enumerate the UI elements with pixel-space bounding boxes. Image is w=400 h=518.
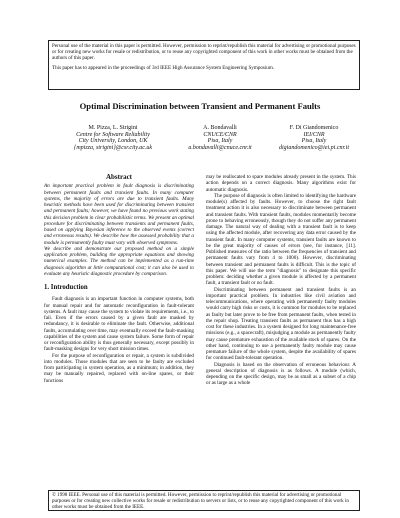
body-paragraph: may be reallocated to spare modules already present in the system. This action depends on a correct diagnosis. Many algorithms exist for automatic diagnosis. bbox=[206, 174, 356, 193]
author-email: digiandomenico@iei.pi.cnr.it bbox=[278, 144, 349, 151]
abstract-paragraph: We describe and demonstrate our proposed method on a simple application problem, building the appropriate equations and showing numerical examples. The method can be implemented as a run-time diagnosis algorithm at little computational cost; it can also be used to evaluate any heuristic diagnostic procedure by comparison. bbox=[44, 245, 194, 277]
ieee-copyright-footer bbox=[48, 490, 360, 511]
footer-text: © 1998 IEEE. Personal use of this material is permitted. However, permission to reprint/republish this material for advertising or promotional purposes or for creating new collective works for resale or redistribution to servers or lists, or to reuse any copyrighted component of this work in other works must be obtained from the IEEE. bbox=[52, 492, 349, 511]
paper-title: Optimal Discrimination between Transient and Permanent Faults bbox=[79, 101, 321, 111]
body-paragraph: Fault diagnosis is an important function in computer systems, both for manual repair and for automatic reconfiguration in fault-tolerant systems. A fault may cause the system to violate its requirements, i.e., to fail. Even if the errors caused by a given fault are masked by redundancy, it is desirable to eliminate the fault. Otherwise, additional faults, accumulating over time, may eventually exceed the fault-masking capabilities of the system and cause system failure. Some form of repair or reconfiguration ability is thus generally necessary, except possibly in fault-masking designs for very short mission times. bbox=[44, 296, 194, 353]
body-paragraph: Discriminating between permanent and transient faults is an important practical problem. In industries like civil aviation and telecommunications, where operating with permanently faulty modules would carry high risks or costs, it is common for modules to be replaced as faulty but later prove to be free from permanent faults, when tested in the repair shop. Treating transient faults as permanent thus has a high cost for these industries. In a system designed for long maintenance-free missions (e.g., a spacecraft), misjudging a module as permanently faulty may cause premature exhaustion of the available stock of spares. On the other hand, continuing to use a permanently faulty module may cause premature failure of the whole system, despite the availability of spares for continued fault-tolerant operation. bbox=[206, 286, 356, 362]
author-affiliation: IEI/CNR bbox=[303, 131, 325, 138]
proceedings-note: This paper has to appeared in the proceedings of 3rd IEEE High Assurance System Engineering Symposium. bbox=[52, 64, 275, 71]
author-block bbox=[0, 125, 400, 165]
author-name: M. Pizza, L. Strigini bbox=[88, 125, 138, 131]
body-paragraph: For the purpose of reconfiguration or repair, a system is subdivided into modules. Those modules that are seen to be faulty are excluded from participating in system operation, as a minimum; in addition, they may be manually repaired, replaced with on-line spares, or their functions bbox=[44, 352, 194, 384]
author-email: {mpizza, strigini}@csr.city.ac.uk bbox=[73, 144, 153, 151]
left-column bbox=[44, 174, 194, 384]
copyright-paragraph: Personal use of the material in this paper is permitted. However, permission to reprint/republish this material for advertising or promotional purposes or for creating new works for resale or redistribution, or to reuse any copyrighted component of this work in other works must be obtained from the authors of this paper. bbox=[52, 43, 356, 62]
author-location: Pisa, Italy bbox=[207, 138, 233, 145]
author-pizza-strigini bbox=[58, 125, 168, 151]
author-email: a.bondavalli@cnuce.cnr.it bbox=[188, 144, 252, 151]
copyright-notice-box bbox=[48, 40, 360, 90]
author-name: A. Bondavalli bbox=[203, 125, 237, 131]
author-name: F. Di Giandomenico bbox=[289, 125, 339, 131]
author-di-giandomenico bbox=[268, 125, 360, 151]
body-paragraph: Diagnosis is based on the observation of erroneous behaviour. A general description of diagnosis is as follows. A module (which, depending on the specific design, may be as small as a subset of a chip or as large as a whole bbox=[206, 361, 356, 387]
abstract-body bbox=[44, 183, 194, 277]
body-paragraph: The purpose of diagnosis is often limited to identifying the hardware module(s) affected by faults. However, to choose the right fault treatment action it is also necessary to discriminate between permanent and transient faults. With transient faults, modules momentarily become prone to behaving erroneously, though they do not suffer any permanent damage. The natural way of dealing with a transient fault is to keep using the affected module, after recovering any data error caused by the transient fault. In many computer systems, transient faults are known to be the great majority of causes of errors (see, for instance, [11]. Published measures of the ratio between the frequencies of transient and permanent faults vary from 4 to 1000). However, discriminating between transient and permanent faults is difficult. This is the topic of this paper. We will use the term "diagnosis" to designate this specific problem: deciding whether a given module is affected by a permanent fault, a transient fault or no fault. bbox=[206, 192, 356, 287]
author-location: City University, London, UK bbox=[78, 138, 148, 145]
author-affiliation: Centre for Software Reliability bbox=[76, 131, 150, 138]
right-column bbox=[206, 174, 356, 387]
author-location: Pisa, Italy bbox=[301, 138, 327, 145]
section-heading-introduction: 1. Introduction bbox=[44, 284, 88, 291]
author-bondavalli bbox=[184, 125, 256, 151]
abstract-paragraph: An important practical problem in fault diagnosis is discriminating between permanent faults and transient faults. In many computer systems, the majority of errors are due to transient faults. Many heuristic methods have been used for discriminating between transient and permanent faults; however, we have found no previous work stating this decision problem in clear probabilistic terms. We present an optimal procedure for discriminating between transients and permanent faults, based on applying Bayesian inference to the observed events (correct and erroneous results). We describe how the assessed probability that a module is permanently faulty must vary with observed symptoms. bbox=[44, 183, 194, 246]
abstract-heading: Abstract bbox=[105, 173, 133, 181]
author-affiliation: CNUCE/CNR bbox=[203, 131, 237, 138]
